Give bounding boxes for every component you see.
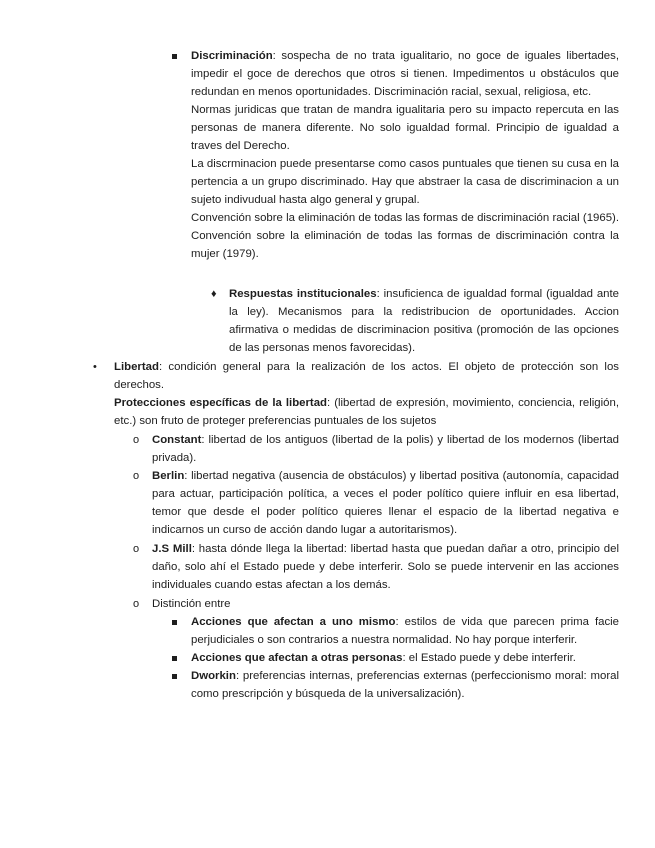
protecciones-text: : (libertad de expresión, movimiento, conciencia, religión, etc.) son fruto de proteger preferencias puntuales de los sujetos — [114, 397, 619, 427]
disc-bullet-icon: • — [93, 361, 97, 373]
mill-item — [152, 540, 619, 594]
circle-bullet-icon: o — [133, 598, 140, 610]
discriminacion-paragraph-1 — [191, 47, 619, 101]
distincion-item — [152, 595, 619, 613]
mill-term: J.S Mill — [152, 543, 192, 555]
constant-item — [152, 431, 619, 467]
discriminacion-paragraph-4: Convención sobre la eliminación de todas las formas de discriminación racial (1965). Convención sobre la eliminación de todas las formas de discriminación contra la mujer (1979). — [191, 212, 619, 260]
respuestas-section — [229, 285, 619, 357]
distincion-subitem — [191, 613, 619, 649]
berlin-item — [152, 467, 619, 539]
respuestas-term: Respuestas institucionales — [229, 288, 377, 300]
libertad-section — [114, 358, 619, 430]
square-bullet-icon — [172, 620, 177, 625]
distincion-subitem — [191, 649, 619, 667]
subitem-text: : estilos de vida que parecen prima facie perjudiciales o son contrarios a nuestra normalidad. No hay porque interferir. — [191, 616, 619, 646]
circle-bullet-icon: o — [133, 543, 140, 555]
discriminacion-term: Discriminación — [191, 50, 273, 62]
berlin-term: Berlin — [152, 470, 185, 482]
circle-bullet-icon: o — [133, 470, 140, 482]
subitem-term: Acciones que afectan a uno mismo — [191, 616, 396, 628]
berlin-text: : libertad negativa (ausencia de obstáculos) y libertad positiva (autonomía, capacidad para actuar, participación política, a veces el poder político quiere influir en esa libertad, temor que desde el poder político quieres llenar el espacio de la libertad negativa e indicarnos un curso de acción dando lugar a autoritarismos). — [152, 470, 619, 536]
discriminacion-section — [191, 47, 619, 263]
square-bullet-icon — [172, 656, 177, 661]
circle-bullet-icon: o — [133, 434, 140, 446]
discriminacion-text: : sospecha de no trata igualitario, no goce de iguales libertades, impedir el goce de derechos que otros si tienen. Impedimentos u obstáculos que redundan en menos oportunidades. Discriminación racial, sexual, religiosa, etc. — [191, 50, 619, 98]
mill-text: : hasta dónde llega la libertad: libertad hasta que puedan dañar a otro, principio del daño, solo ahí el Estado puede y debe interferir. Solo se puede intervenir en las acciones individuales cuando estas afectan a los demás. — [152, 543, 619, 591]
subitem-term: Dworkin — [191, 670, 236, 682]
respuestas-text: : insuficienca de igualdad formal (igualdad ante la ley). Mecanismos para la redistribucion de oportunidades. Accion afirmativa o medidas de discriminacion positiva (promoción de las opciones de las personas menos favorecidas). — [229, 288, 619, 354]
distincion-label: Distinción entre — [152, 598, 231, 610]
subitem-text: : el Estado puede y debe interferir. — [402, 652, 576, 664]
subitem-term: Acciones que afectan a otras personas — [191, 652, 403, 664]
distincion-subitem — [191, 667, 619, 703]
libertad-text: : condición general para la realización de los actos. El objeto de protección son los derechos. — [114, 361, 619, 391]
protecciones-term: Protecciones específicas de la libertad — [114, 397, 328, 409]
square-bullet-icon — [172, 674, 177, 679]
square-bullet-icon — [172, 54, 177, 59]
discriminacion-paragraph-2: Normas juridicas que tratan de mandra igualitaria pero su impacto repercuta en las personas de manera diferente. No solo igualdad formal. Principio de igualdad a traves del Derecho. — [191, 104, 619, 152]
diamond-bullet-icon: ♦ — [211, 288, 217, 300]
discriminacion-paragraph-3: La discrminacion puede presentarse como casos puntuales que tienen su cusa en la pertencia a un grupo discriminado. Hay que abstraer la casa de discriminacion a un sujeto indivudual hasta algo general y grupal. — [191, 158, 619, 206]
constant-term: Constant — [152, 434, 202, 446]
subitem-text: : preferencias internas, preferencias externas (perfeccionismo moral: moral como prescripción y búsqueda de la universalización). — [191, 670, 619, 700]
constant-text: : libertad de los antiguos (libertad de la polis) y libertad de los modernos (libertad privada). — [152, 434, 619, 464]
libertad-term: Libertad — [114, 361, 159, 373]
